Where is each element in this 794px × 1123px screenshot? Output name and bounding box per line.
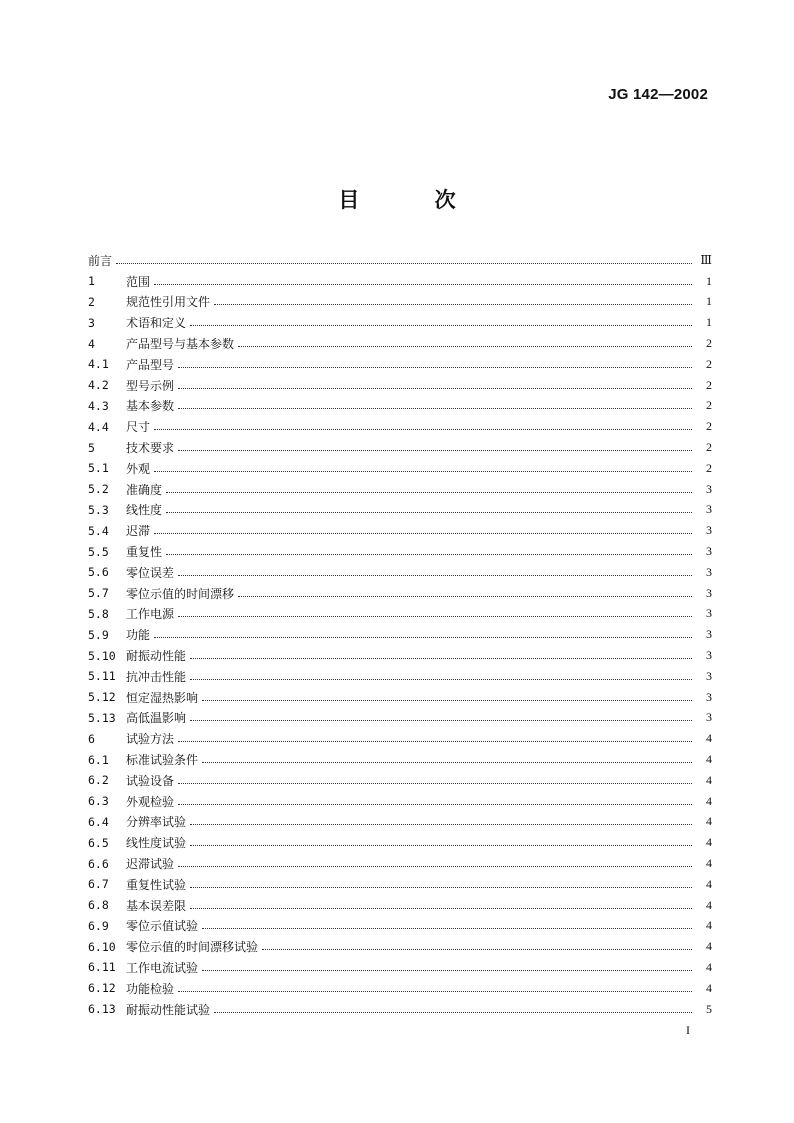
toc-entry-page: 3 bbox=[706, 481, 712, 496]
toc-dot-leader bbox=[178, 575, 692, 576]
toc-entry[interactable] bbox=[88, 728, 712, 749]
toc-entry[interactable] bbox=[88, 500, 712, 521]
toc-entry[interactable] bbox=[88, 666, 712, 687]
toc-entry-number: 6.6 bbox=[88, 856, 109, 871]
toc-entry[interactable] bbox=[88, 312, 712, 333]
toc-entry-page: 4 bbox=[706, 939, 712, 954]
toc-entry-page: 3 bbox=[706, 564, 712, 579]
toc-entry-number: 5.12 bbox=[88, 690, 116, 705]
toc-dot-leader bbox=[190, 720, 692, 721]
toc-entry-page: 3 bbox=[706, 585, 712, 600]
toc-dot-leader bbox=[154, 284, 692, 285]
toc-dot-leader bbox=[202, 700, 692, 701]
toc-entry[interactable] bbox=[88, 853, 712, 874]
toc-dot-leader bbox=[116, 263, 692, 264]
toc-entry-number: 5.4 bbox=[88, 523, 109, 538]
toc-entry-number: 1 bbox=[88, 274, 95, 289]
toc-entry-number: 5.2 bbox=[88, 482, 109, 497]
toc-entry-page: 1 bbox=[706, 294, 712, 309]
toc-entry[interactable] bbox=[88, 999, 712, 1020]
toc-entry-title: 产品型号 bbox=[126, 357, 175, 372]
toc-dot-leader bbox=[178, 783, 692, 784]
toc-entry-number: 5.13 bbox=[88, 710, 116, 725]
toc-entry-title: 分辨率试验 bbox=[126, 815, 187, 830]
toc-entry[interactable] bbox=[88, 562, 712, 583]
toc-entry-number: 6.13 bbox=[88, 1002, 116, 1017]
toc-entry-page: 3 bbox=[706, 523, 712, 538]
toc-dot-leader bbox=[238, 596, 692, 597]
toc-entry[interactable] bbox=[88, 396, 712, 417]
toc-entry-title: 准确度 bbox=[126, 482, 163, 497]
toc-dot-leader bbox=[190, 679, 692, 680]
toc-entry-title: 型号示例 bbox=[126, 378, 175, 393]
toc-entry-title: 功能检验 bbox=[126, 981, 175, 996]
toc-dot-leader bbox=[202, 970, 692, 971]
toc-entry-number: 4 bbox=[88, 336, 95, 351]
toc-entry-page: 4 bbox=[706, 731, 712, 746]
toc-entry[interactable] bbox=[88, 770, 712, 791]
toc-entry-title: 工作电流试验 bbox=[126, 960, 199, 975]
toc-entry[interactable] bbox=[88, 354, 712, 375]
toc-entry-title: 基本误差限 bbox=[126, 898, 187, 913]
toc-dot-leader bbox=[178, 388, 692, 389]
toc-entry-title: 高低温影响 bbox=[126, 711, 187, 726]
toc-dot-leader bbox=[190, 658, 692, 659]
toc-entry-page: 1 bbox=[706, 273, 712, 288]
toc-entry-title: 标准试验条件 bbox=[126, 753, 199, 768]
toc-entry-number: 4.4 bbox=[88, 419, 109, 434]
toc-dot-leader bbox=[166, 492, 692, 493]
toc-dot-leader bbox=[178, 408, 692, 409]
toc-entry-title: 尺寸 bbox=[126, 420, 151, 435]
toc-entry-page: Ⅲ bbox=[700, 252, 712, 267]
toc-entry[interactable] bbox=[88, 791, 712, 812]
toc-entry-page: 4 bbox=[706, 772, 712, 787]
toc-entry-number: 6.8 bbox=[88, 898, 109, 913]
toc-entry-number: 5.10 bbox=[88, 648, 116, 663]
toc-dot-leader bbox=[154, 637, 692, 638]
toc-entry-title: 零位示值的时间漂移试验 bbox=[126, 940, 259, 955]
toc-entry-page: 3 bbox=[706, 502, 712, 517]
toc-entry[interactable] bbox=[88, 895, 712, 916]
toc-entry-page: 1 bbox=[706, 315, 712, 330]
toc-entry-title: 技术要求 bbox=[126, 441, 175, 456]
toc-entry-page: 2 bbox=[706, 377, 712, 392]
toc-entry[interactable] bbox=[88, 541, 712, 562]
toc-entry[interactable] bbox=[88, 458, 712, 479]
toc-entry-number: 6.2 bbox=[88, 773, 109, 788]
table-of-contents bbox=[88, 250, 712, 1019]
toc-entry[interactable] bbox=[88, 375, 712, 396]
toc-entry[interactable] bbox=[88, 812, 712, 833]
toc-dot-leader bbox=[202, 928, 692, 929]
toc-entry-number: 3 bbox=[88, 315, 95, 330]
toc-entry-page: 4 bbox=[706, 959, 712, 974]
toc-entry[interactable] bbox=[88, 957, 712, 978]
toc-entry-number: 5.11 bbox=[88, 669, 116, 684]
toc-entry-title: 线性度试验 bbox=[126, 836, 187, 851]
toc-entry-number: 6.5 bbox=[88, 835, 109, 850]
toc-entry[interactable] bbox=[88, 624, 712, 645]
toc-entry-page: 3 bbox=[706, 668, 712, 683]
toc-entry-page: 3 bbox=[706, 544, 712, 559]
toc-entry-title: 零位示值试验 bbox=[126, 919, 199, 934]
toc-entry-page: 4 bbox=[706, 897, 712, 912]
toc-entry-page: 2 bbox=[706, 440, 712, 455]
toc-entry[interactable] bbox=[88, 292, 712, 313]
toc-entry-page: 3 bbox=[706, 648, 712, 663]
toc-entry[interactable] bbox=[88, 583, 712, 604]
toc-dot-leader bbox=[166, 512, 692, 513]
toc-dot-leader bbox=[178, 741, 692, 742]
toc-entry-title: 重复性 bbox=[126, 545, 163, 560]
toc-entry-title: 恒定湿热影响 bbox=[126, 690, 199, 705]
toc-entry[interactable] bbox=[88, 687, 712, 708]
toc-entry-page: 2 bbox=[706, 356, 712, 371]
toc-entry-number: 5.5 bbox=[88, 544, 109, 559]
toc-entry-title: 迟滞 bbox=[126, 524, 151, 539]
toc-entry-number: 5.9 bbox=[88, 627, 109, 642]
page-number: I bbox=[686, 1023, 690, 1037]
toc-entry-page: 4 bbox=[706, 876, 712, 891]
toc-dot-leader bbox=[166, 554, 692, 555]
toc-entry-title: 规范性引用文件 bbox=[126, 295, 211, 310]
toc-entry-page: 2 bbox=[706, 398, 712, 413]
toc-entry[interactable] bbox=[88, 874, 712, 895]
toc-dot-leader bbox=[154, 429, 692, 430]
toc-entry-number: 5.3 bbox=[88, 502, 109, 517]
toc-dot-leader bbox=[214, 1012, 692, 1013]
toc-entry-number: 5.8 bbox=[88, 606, 109, 621]
toc-entry[interactable] bbox=[88, 520, 712, 541]
toc-entry-number: 6.10 bbox=[88, 939, 116, 954]
toc-entry-page: 4 bbox=[706, 793, 712, 808]
toc-entry[interactable] bbox=[88, 978, 712, 999]
toc-entry-title: 外观检验 bbox=[126, 794, 175, 809]
toc-dot-leader bbox=[262, 949, 692, 950]
toc-entry-page: 4 bbox=[706, 752, 712, 767]
toc-entry-title: 功能 bbox=[126, 628, 151, 643]
toc-dot-leader bbox=[178, 804, 692, 805]
toc-dot-leader bbox=[190, 824, 692, 825]
toc-entry[interactable] bbox=[88, 832, 712, 853]
toc-dot-leader bbox=[202, 762, 692, 763]
toc-entry-number: 4.2 bbox=[88, 378, 109, 393]
toc-entry-title: 试验方法 bbox=[126, 732, 175, 747]
toc-dot-leader bbox=[178, 991, 692, 992]
toc-entry-title: 迟滞试验 bbox=[126, 857, 175, 871]
toc-entry[interactable] bbox=[88, 437, 712, 458]
toc-entry-number: 4.1 bbox=[88, 357, 109, 372]
toc-dot-leader bbox=[178, 450, 692, 451]
toc-dot-leader bbox=[154, 471, 692, 472]
toc-entry-title: 前言 bbox=[88, 253, 113, 268]
document-code: JG 142—2002 bbox=[608, 86, 708, 103]
toc-entry-title: 线性度 bbox=[126, 503, 163, 518]
toc-entry-page: 4 bbox=[706, 835, 712, 850]
toc-entry[interactable] bbox=[88, 416, 712, 437]
toc-entry-title: 试验设备 bbox=[126, 773, 175, 788]
toc-dot-leader bbox=[178, 616, 692, 617]
toc-entry-number: 5.6 bbox=[88, 565, 109, 580]
toc-entry-page: 2 bbox=[706, 336, 712, 351]
toc-entry[interactable] bbox=[88, 749, 712, 770]
toc-entry-title: 零位误差 bbox=[126, 565, 175, 580]
toc-entry-title: 范围 bbox=[126, 274, 151, 289]
toc-entry[interactable] bbox=[88, 936, 712, 957]
toc-entry[interactable] bbox=[88, 645, 712, 666]
toc-entry-number: 6.3 bbox=[88, 794, 109, 809]
toc-dot-leader bbox=[190, 887, 692, 888]
toc-entry-title: 产品型号与基本参数 bbox=[126, 337, 235, 352]
toc-entry-title: 术语和定义 bbox=[126, 316, 187, 331]
toc-dot-leader bbox=[190, 908, 692, 909]
toc-entry[interactable] bbox=[88, 604, 712, 625]
toc-entry[interactable] bbox=[88, 333, 712, 354]
toc-entry-number: 6.11 bbox=[88, 960, 116, 975]
toc-entry-number: 6.4 bbox=[88, 814, 109, 829]
toc-entry-page: 4 bbox=[706, 918, 712, 933]
toc-entry[interactable] bbox=[88, 250, 712, 271]
toc-entry-page: 2 bbox=[706, 460, 712, 475]
toc-entry-number: 6.12 bbox=[88, 981, 116, 996]
toc-entry-number: 5.1 bbox=[88, 461, 109, 476]
toc-dot-leader bbox=[154, 533, 692, 534]
toc-entry-page: 2 bbox=[706, 419, 712, 434]
toc-entry-title: 基本参数 bbox=[126, 399, 175, 414]
toc-entry-page: 3 bbox=[706, 710, 712, 725]
toc-entry-number: 6 bbox=[88, 731, 95, 746]
toc-entry-title: 外观 bbox=[126, 461, 151, 476]
toc-entry[interactable] bbox=[88, 916, 712, 937]
toc-dot-leader bbox=[190, 845, 692, 846]
toc-entry[interactable] bbox=[88, 479, 712, 500]
toc-entry-title: 重复性试验 bbox=[126, 877, 187, 892]
toc-entry-title: 工作电源 bbox=[126, 607, 175, 622]
toc-entry-title: 零位示值的时间漂移 bbox=[126, 586, 235, 601]
toc-entry-title: 耐振动性能试验 bbox=[126, 1002, 211, 1017]
toc-entry[interactable] bbox=[88, 271, 712, 292]
toc-dot-leader bbox=[178, 367, 692, 368]
toc-entry-number: 6.7 bbox=[88, 877, 109, 892]
toc-entry-page: 3 bbox=[706, 627, 712, 642]
toc-dot-leader bbox=[238, 346, 692, 347]
toc-entry-page: 4 bbox=[706, 980, 712, 995]
toc-entry[interactable] bbox=[88, 708, 712, 729]
toc-entry-title: 抗冲击性能 bbox=[126, 669, 187, 684]
toc-entry-page: 4 bbox=[706, 814, 712, 829]
toc-entry-number: 6.1 bbox=[88, 752, 109, 767]
toc-dot-leader bbox=[214, 304, 692, 305]
toc-entry-number: 5.7 bbox=[88, 586, 109, 601]
toc-dot-leader bbox=[190, 325, 692, 326]
toc-entry-title: 耐振动性能 bbox=[126, 649, 187, 664]
toc-entry-number: 5 bbox=[88, 440, 95, 455]
toc-entry-number: 4.3 bbox=[88, 398, 109, 413]
page-title: 目 次 bbox=[338, 188, 490, 212]
toc-entry-number: 2 bbox=[88, 294, 95, 309]
toc-entry-page: 3 bbox=[706, 606, 712, 621]
toc-entry-page: 5 bbox=[706, 1001, 712, 1016]
toc-entry-page: 3 bbox=[706, 689, 712, 704]
toc-entry-number: 6.9 bbox=[88, 918, 109, 933]
toc-entry-page: 4 bbox=[706, 856, 712, 870]
toc-dot-leader bbox=[178, 866, 692, 867]
